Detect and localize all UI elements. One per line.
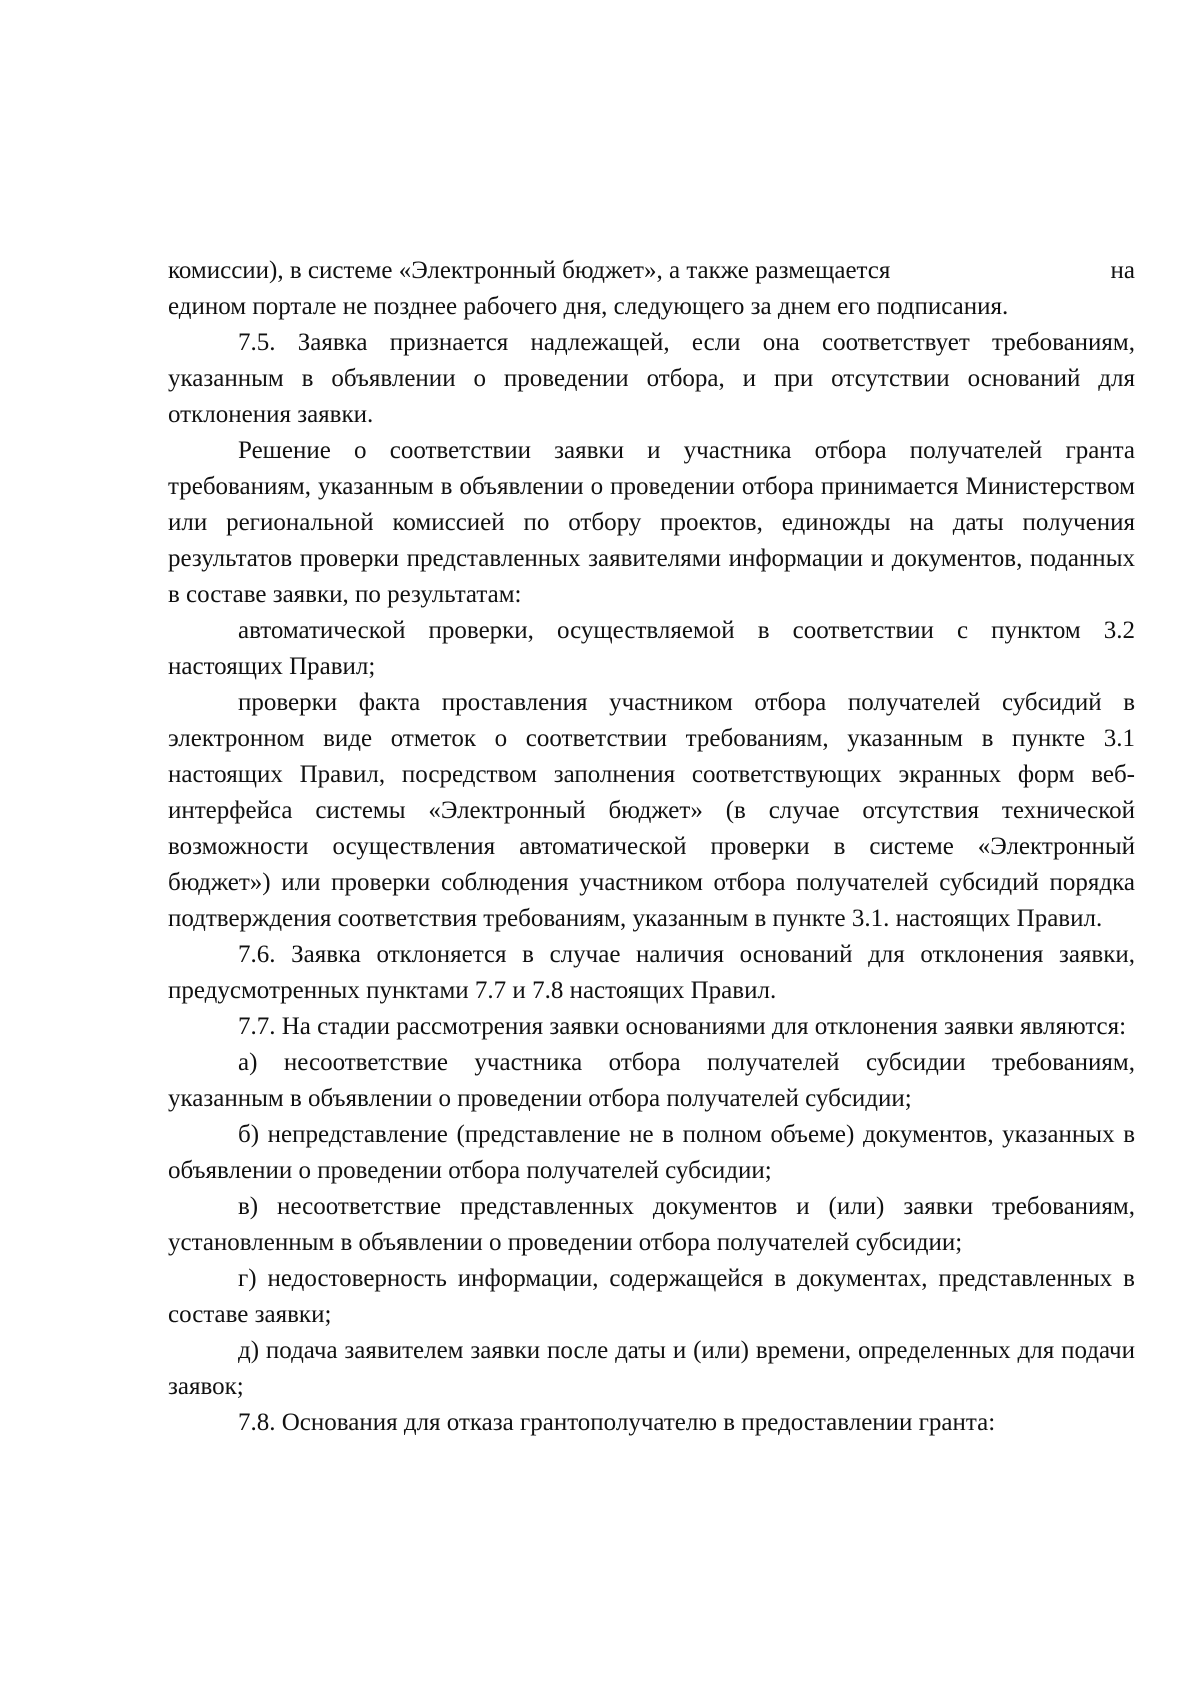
first-line-left-text: комиссии), в системе «Электронный бюджет», а также размещается xyxy=(168,257,891,284)
document-body xyxy=(168,253,1135,1441)
first-line-right-text: на xyxy=(1110,257,1135,284)
paragraph-7-8: 7.8. Основания для отказа грантополучателю в предоставлении гранта: xyxy=(238,1409,996,1436)
paragraph-decision: Решение о соответствии заявки и участника отбора получателей гранта требованиям, указанным в объявлении о проведении отбора принимается Министерством или региональной комиссией по отбору проектов, единожды на даты получения результатов проверки представленных заявителями информации и документов, поданных в составе заявки, по результатам: xyxy=(168,437,1135,608)
first-line xyxy=(168,253,1135,289)
paragraph-automatic-check: автоматической проверки, осуществляемой в соответствии с пунктом 3.2 настоящих Правил; xyxy=(168,617,1135,680)
list-item-g: г) недостоверность информации, содержащейся в документах, представленных в составе заявки; xyxy=(168,1265,1135,1328)
list-item-b: б) непредставление (представление не в полном объеме) документов, указанных в объявлении о проведении отбора получателей субсидии; xyxy=(168,1121,1135,1184)
list-item-v: в) несоответствие представленных документов и (или) заявки требованиям, установленным в объявлении о проведении отбора получателей субсидии; xyxy=(168,1193,1135,1256)
paragraph-7-6: 7.6. Заявка отклоняется в случае наличия оснований для отклонения заявки, предусмотренных пунктами 7.7 и 7.8 настоящих Правил. xyxy=(168,941,1135,1004)
list-item-d: д) подача заявителем заявки после даты и (или) времени, определенных для подачи заявок; xyxy=(168,1337,1135,1400)
paragraph-7-7: 7.7. На стадии рассмотрения заявки основаниями для отклонения заявки являются: xyxy=(238,1013,1127,1040)
paragraph-continuation: едином портале не позднее рабочего дня, следующего за днем его подписания. xyxy=(168,293,1009,320)
paragraph-7-5: 7.5. Заявка признается надлежащей, если она соответствует требованиям, указанным в объявлении о проведении отбора, и при отсутствии оснований для отклонения заявки. xyxy=(168,329,1135,428)
paragraph-check-marks: проверки факта проставления участником отбора получателей субсидий в электронном виде отметок о соответствии требованиям, указанным в пункте 3.1 настоящих Правил, посредством заполнения соответствующих экранных форм веб-интерфейса системы «Электронный бюджет» (в случае отсутствия технической возможности осуществления автоматической проверки в системе «Электронный бюджет») или проверки соблюдения участником отбора получателей субсидий порядка подтверждения соответствия требованиям, указанным в пункте 3.1. настоящих Правил. xyxy=(168,689,1135,932)
list-item-a: а) несоответствие участника отбора получателей субсидии требованиям, указанным в объявлении о проведении отбора получателей субсидии; xyxy=(168,1049,1135,1112)
